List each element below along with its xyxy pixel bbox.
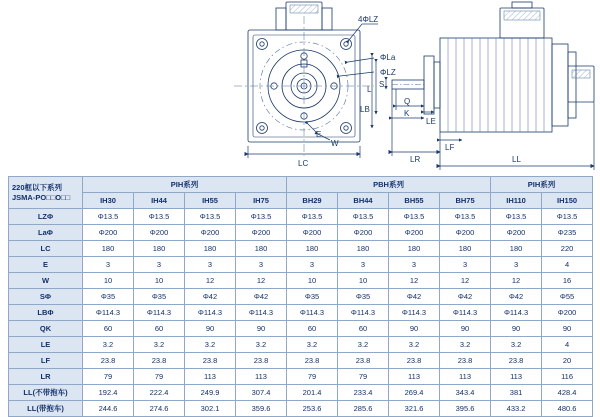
cell: 79 bbox=[338, 369, 389, 385]
cell: 113 bbox=[440, 369, 491, 385]
cell: 90 bbox=[185, 321, 236, 337]
column-header-ih75: IH75 bbox=[236, 193, 287, 209]
table-row bbox=[9, 369, 593, 385]
cell: Φ13.5 bbox=[338, 209, 389, 225]
cell: 180 bbox=[83, 241, 134, 257]
cell: Φ200 bbox=[440, 225, 491, 241]
label-4-phi-lz: 4ΦLZ bbox=[358, 15, 379, 24]
dimension-drawing bbox=[0, 0, 600, 172]
side-view bbox=[392, 2, 594, 132]
cell: 90 bbox=[491, 321, 542, 337]
row-label: W bbox=[9, 273, 83, 289]
label-l: L bbox=[367, 85, 372, 94]
cell: Φ42 bbox=[236, 289, 287, 305]
row-label: LaΦ bbox=[9, 225, 83, 241]
cell: 180 bbox=[185, 241, 236, 257]
cell: 3.2 bbox=[389, 337, 440, 353]
cell: Φ13.5 bbox=[134, 209, 185, 225]
label-e: E bbox=[316, 130, 322, 139]
cell: Φ200 bbox=[338, 225, 389, 241]
cell: 12 bbox=[236, 273, 287, 289]
cell: 3.2 bbox=[338, 337, 389, 353]
cell: 274.6 bbox=[134, 401, 185, 417]
cell: Φ13.5 bbox=[389, 209, 440, 225]
cell: 113 bbox=[236, 369, 287, 385]
column-header-bh44: BH44 bbox=[338, 193, 389, 209]
drawing-svg bbox=[0, 0, 600, 174]
row-label: LBΦ bbox=[9, 305, 83, 321]
column-header-ih30: IH30 bbox=[83, 193, 134, 209]
cell: 23.8 bbox=[440, 353, 491, 369]
cell: 180 bbox=[491, 241, 542, 257]
cell: 113 bbox=[389, 369, 440, 385]
dimension-table-wrapper bbox=[8, 176, 592, 417]
cell: 3 bbox=[491, 257, 542, 273]
column-header-ih44: IH44 bbox=[134, 193, 185, 209]
cell: 60 bbox=[287, 321, 338, 337]
cell: 60 bbox=[134, 321, 185, 337]
row-label: LE bbox=[9, 337, 83, 353]
cell: 23.8 bbox=[134, 353, 185, 369]
front-view bbox=[234, 2, 374, 156]
cell: 79 bbox=[134, 369, 185, 385]
table-row bbox=[9, 225, 593, 241]
cell: 60 bbox=[338, 321, 389, 337]
cell: 90 bbox=[542, 321, 593, 337]
column-header-ih150: IH150 bbox=[542, 193, 593, 209]
table-row bbox=[9, 273, 593, 289]
cell: 201.4 bbox=[287, 385, 338, 401]
cell: 10 bbox=[338, 273, 389, 289]
label-phi-lz-small: ΦLZ bbox=[380, 68, 396, 77]
cell: Φ42 bbox=[491, 289, 542, 305]
row-label: SΦ bbox=[9, 289, 83, 305]
cell: 16 bbox=[542, 273, 593, 289]
label-ll: LL bbox=[512, 155, 521, 164]
cell: 285.6 bbox=[338, 401, 389, 417]
cell: 3.2 bbox=[236, 337, 287, 353]
cell: Φ235 bbox=[542, 225, 593, 241]
cell: Φ13.5 bbox=[542, 209, 593, 225]
cell: 428.4 bbox=[542, 385, 593, 401]
cell: Φ35 bbox=[338, 289, 389, 305]
cell: 12 bbox=[440, 273, 491, 289]
cell: 3 bbox=[134, 257, 185, 273]
label-lc: LC bbox=[298, 159, 309, 168]
table-row bbox=[9, 337, 593, 353]
group-header-pih-2: PIH系列 bbox=[491, 177, 593, 193]
leader-4philz bbox=[349, 24, 378, 40]
cell: 116 bbox=[542, 369, 593, 385]
cell: 60 bbox=[83, 321, 134, 337]
column-header-ih55: IH55 bbox=[185, 193, 236, 209]
cell: 307.4 bbox=[236, 385, 287, 401]
table-row bbox=[9, 209, 593, 225]
cell: Φ200 bbox=[236, 225, 287, 241]
cell: Φ35 bbox=[83, 289, 134, 305]
cell: 321.6 bbox=[389, 401, 440, 417]
cell: 12 bbox=[389, 273, 440, 289]
cell: 233.4 bbox=[338, 385, 389, 401]
cell: Φ200 bbox=[134, 225, 185, 241]
cell: 23.8 bbox=[287, 353, 338, 369]
cell: 10 bbox=[287, 273, 338, 289]
cell: 180 bbox=[389, 241, 440, 257]
label-lf: LF bbox=[445, 143, 455, 152]
cell: Φ13.5 bbox=[236, 209, 287, 225]
cell: 3 bbox=[389, 257, 440, 273]
cell: Φ114.3 bbox=[134, 305, 185, 321]
cell: Φ114.3 bbox=[287, 305, 338, 321]
cell: 90 bbox=[389, 321, 440, 337]
column-header-ih110: IH110 bbox=[491, 193, 542, 209]
cell: 4 bbox=[542, 257, 593, 273]
cell: 180 bbox=[440, 241, 491, 257]
cell: 23.8 bbox=[338, 353, 389, 369]
row-label: LZΦ bbox=[9, 209, 83, 225]
cell: 90 bbox=[440, 321, 491, 337]
cell: 192.4 bbox=[83, 385, 134, 401]
cell: 180 bbox=[287, 241, 338, 257]
cell: Φ114.3 bbox=[338, 305, 389, 321]
cell: 12 bbox=[185, 273, 236, 289]
row-label: LR bbox=[9, 369, 83, 385]
cell: 10 bbox=[134, 273, 185, 289]
cell: 220 bbox=[542, 241, 593, 257]
cell: 180 bbox=[338, 241, 389, 257]
cell: 3 bbox=[83, 257, 134, 273]
column-header-bh75: BH75 bbox=[440, 193, 491, 209]
table-row bbox=[9, 401, 593, 417]
row-label: E bbox=[9, 257, 83, 273]
cell: Φ13.5 bbox=[440, 209, 491, 225]
cell: 249.9 bbox=[185, 385, 236, 401]
corner-line-1: 220框以下系列 bbox=[12, 182, 63, 192]
label-phi-la: ΦLa bbox=[380, 53, 396, 62]
column-header-bh29: BH29 bbox=[287, 193, 338, 209]
cell: 23.8 bbox=[236, 353, 287, 369]
cell: 3.2 bbox=[185, 337, 236, 353]
label-q: Q bbox=[404, 97, 411, 106]
cell: Φ200 bbox=[83, 225, 134, 241]
cell: Φ13.5 bbox=[185, 209, 236, 225]
cell: 3 bbox=[185, 257, 236, 273]
row-label: LL(带抱车) bbox=[9, 401, 83, 417]
cell: Φ200 bbox=[185, 225, 236, 241]
table-row bbox=[9, 321, 593, 337]
cell: Φ13.5 bbox=[83, 209, 134, 225]
cell: 3.2 bbox=[491, 337, 542, 353]
table-column-header-row bbox=[9, 193, 593, 209]
cell: 253.6 bbox=[287, 401, 338, 417]
cell: Φ35 bbox=[134, 289, 185, 305]
cell: Φ35 bbox=[287, 289, 338, 305]
table-row bbox=[9, 385, 593, 401]
table-row bbox=[9, 353, 593, 369]
table-row bbox=[9, 257, 593, 273]
cell: Φ13.5 bbox=[491, 209, 542, 225]
cell: 381 bbox=[491, 385, 542, 401]
label-le: LE bbox=[426, 117, 436, 126]
cell: 113 bbox=[491, 369, 542, 385]
cell: Φ42 bbox=[440, 289, 491, 305]
cell: Φ114.3 bbox=[440, 305, 491, 321]
cell: 23.8 bbox=[185, 353, 236, 369]
label-s: S bbox=[379, 80, 385, 89]
cell: 3 bbox=[236, 257, 287, 273]
cell: 113 bbox=[185, 369, 236, 385]
cell: 3.2 bbox=[134, 337, 185, 353]
cell: 222.4 bbox=[134, 385, 185, 401]
cell: 395.6 bbox=[440, 401, 491, 417]
cell: 244.6 bbox=[83, 401, 134, 417]
cell: 3 bbox=[338, 257, 389, 273]
label-lb: LB bbox=[360, 105, 370, 114]
cell: Φ42 bbox=[389, 289, 440, 305]
cell: 20 bbox=[542, 353, 593, 369]
cell: 23.8 bbox=[83, 353, 134, 369]
cell: 12 bbox=[491, 273, 542, 289]
row-label: LL(不带抱车) bbox=[9, 385, 83, 401]
group-header-pbh: PBH系列 bbox=[287, 177, 491, 193]
cell: Φ114.3 bbox=[185, 305, 236, 321]
cell: Φ114.3 bbox=[491, 305, 542, 321]
cell: Φ42 bbox=[185, 289, 236, 305]
cell: 433.2 bbox=[491, 401, 542, 417]
leader-phila bbox=[340, 58, 374, 76]
cell: Φ200 bbox=[542, 305, 593, 321]
cell: 302.1 bbox=[185, 401, 236, 417]
dimension-table bbox=[8, 176, 593, 417]
cell: 23.8 bbox=[389, 353, 440, 369]
cell: 90 bbox=[236, 321, 287, 337]
cell: 3 bbox=[440, 257, 491, 273]
cell: Φ114.3 bbox=[389, 305, 440, 321]
column-header-bh55: BH55 bbox=[389, 193, 440, 209]
cell: 3 bbox=[287, 257, 338, 273]
cell: 480.6 bbox=[542, 401, 593, 417]
cell: 79 bbox=[83, 369, 134, 385]
group-header-pih-1: PIH系列 bbox=[83, 177, 287, 193]
cell: Φ55 bbox=[542, 289, 593, 305]
table-row bbox=[9, 289, 593, 305]
cell: 23.8 bbox=[491, 353, 542, 369]
row-label: QK bbox=[9, 321, 83, 337]
cell: 269.4 bbox=[389, 385, 440, 401]
cell: 343.4 bbox=[440, 385, 491, 401]
label-k: K bbox=[404, 109, 410, 118]
cell: 3.2 bbox=[83, 337, 134, 353]
cell: Φ13.5 bbox=[287, 209, 338, 225]
label-lr: LR bbox=[410, 155, 421, 164]
row-label: LC bbox=[9, 241, 83, 257]
table-row bbox=[9, 305, 593, 321]
cell: 3.2 bbox=[440, 337, 491, 353]
cell: 3.2 bbox=[287, 337, 338, 353]
table-corner-cell bbox=[9, 177, 83, 209]
table-group-header-row bbox=[9, 177, 593, 193]
cell: 4 bbox=[542, 337, 593, 353]
cell: 79 bbox=[287, 369, 338, 385]
cell: Φ200 bbox=[491, 225, 542, 241]
corner-line-2: JSMA-PΟ□□Ο□□ bbox=[12, 192, 71, 202]
cell: 359.6 bbox=[236, 401, 287, 417]
cell: Φ200 bbox=[389, 225, 440, 241]
label-w: W bbox=[331, 139, 339, 148]
row-label: LF bbox=[9, 353, 83, 369]
cell: 180 bbox=[134, 241, 185, 257]
cell: Φ200 bbox=[287, 225, 338, 241]
cell: Φ114.3 bbox=[236, 305, 287, 321]
cell: Φ114.3 bbox=[83, 305, 134, 321]
cell: 10 bbox=[83, 273, 134, 289]
cell: 180 bbox=[236, 241, 287, 257]
table-row bbox=[9, 241, 593, 257]
